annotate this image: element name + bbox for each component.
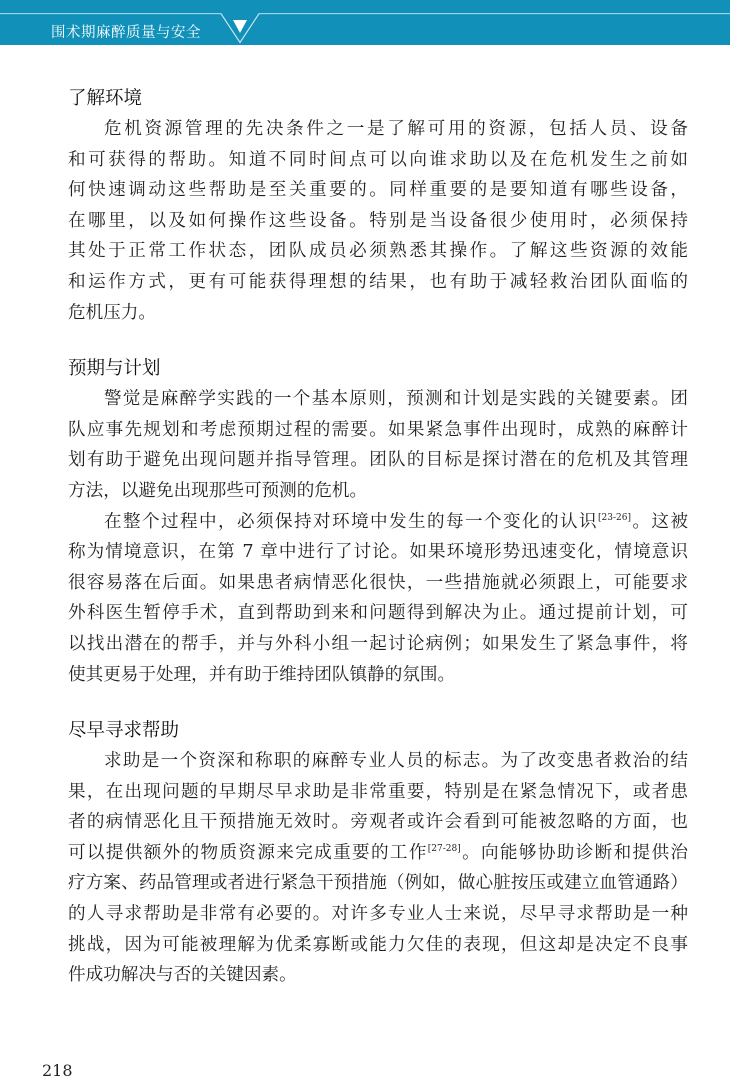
line-text: 者的病情恶化且干预措施无效时。旁观者或许会看到可能被忽略的方面，也 [68,812,688,833]
citation-reference: [27-28] [427,843,461,854]
text-line [68,175,688,206]
paragraph [68,507,688,691]
section-heading: 预期与计划 [68,358,161,380]
citation-reference: [23-26] [598,512,631,523]
line-text: 外科医生暂停手术，直到帮助到来和问题得到解决为止。通过提前计划，可 [68,603,688,624]
paragraph [68,384,688,506]
text-line [68,415,688,446]
line-text: 在整个过程中，必须保持对环境中发生的每一个变化的认识 [104,511,599,532]
section [68,354,688,690]
text-line [68,899,688,930]
page-number: 218 [42,1061,73,1080]
paragraph [68,746,688,991]
line-text: 挑战，因为可能被理解为优柔寡断或能力欠佳的表现，但这却是决定不良事 [68,934,688,955]
line-text: 警觉是麻醉学实践的一个基本原则，预测和计划是实践的关键要素。团 [104,389,688,410]
page-body [68,84,688,1017]
line-text: 以找出潜在的帮手，并与外科小组一起讨论病例；如果发生了紧急事件，将 [68,633,688,654]
text-line [68,145,688,176]
line-text: 称为情境意识，在第 7 章中进行了讨论。如果环境形势迅速变化，情境意识 [68,542,688,563]
section [68,716,688,991]
text-line [68,384,688,415]
text-line [68,206,688,237]
text-line [68,660,688,691]
line-text: 疗方案、药品管理或者进行紧急干预措施（例如，做心脏按压或建立血管通路） [68,873,688,894]
text-line [68,114,688,145]
text-line [68,868,688,899]
text-line [68,930,688,961]
line-text: 其处于正常工作状态，团队成员必须熟悉其操作。了解这些资源的效能 [68,241,688,262]
triangle-down-icon [233,20,247,33]
text-line [68,777,688,808]
line-text: 方法，以避免出现那些可预测的危机。 [68,480,368,501]
line-text: 很容易落在后面。如果患者病情恶化很快，一些措施就必须跟上，可能要求 [68,572,688,593]
text-line [68,537,688,568]
text-line [68,568,688,599]
text-line [68,960,688,991]
line-text: 危机压力。 [68,302,156,323]
text-line [68,507,688,538]
text-line [68,838,688,869]
line-text: 件成功解决与否的关键因素。 [68,965,297,986]
text-line [68,746,688,777]
section [68,84,688,328]
line-text: 使其更易于处理，并有助于维持团队镇静的氛围。 [68,664,456,685]
line-text: 果，在出现问题的早期尽早求助是非常重要，特别是在紧急情况下，或者患 [68,781,688,802]
line-text: 何快速调动这些帮助是至关重要的。同样重要的是要知道有哪些设备， [68,180,688,201]
paragraph [68,114,688,328]
line-text: 的人寻求帮助是非常有必要的。对许多专业人士来说，尽早寻求帮助是一种 [68,904,688,925]
text-line [68,445,688,476]
section-heading: 了解环境 [68,88,143,109]
text-line [68,476,688,507]
text-line [68,267,688,298]
line-text: 求助是一个资深和称职的麻醉专业人员的标志。为了改变患者救治的结 [104,751,688,772]
running-header-title: 围术期麻醉质量与安全 [51,25,201,41]
text-line [68,807,688,838]
text-line [68,629,688,660]
text-line [68,598,688,629]
line-text: 可以提供额外的物质资源来完成重要的工作 [68,842,428,863]
line-text: 划有助于避免出现问题并指导管理。团队的目标是探讨潜在的危机及其管理 [68,450,688,471]
line-text: 。这被 [630,511,688,532]
line-text: 危机资源管理的先决条件之一是了解可用的资源，包括人员、设备 [104,119,688,139]
running-header [0,0,730,45]
line-text: 队应事先规划和考虑预期过程的需要。如果紧急事件出现时，成熟的麻醉计 [68,419,688,440]
text-line [68,236,688,267]
section-heading: 尽早寻求帮助 [68,720,180,742]
text-line [68,298,688,329]
line-text: 和运作方式，更有可能获得理想的结果，也有助于减轻救治团队面临的 [68,271,688,292]
line-text: 在哪里，以及如何操作这些设备。特别是当设备很少使用时，必须保持 [68,210,688,231]
line-text: 。向能够协助诊断和提供治 [460,842,688,863]
line-text: 和可获得的帮助。知道不同时间点可以向谁求助以及在危机发生之前如 [68,149,688,170]
